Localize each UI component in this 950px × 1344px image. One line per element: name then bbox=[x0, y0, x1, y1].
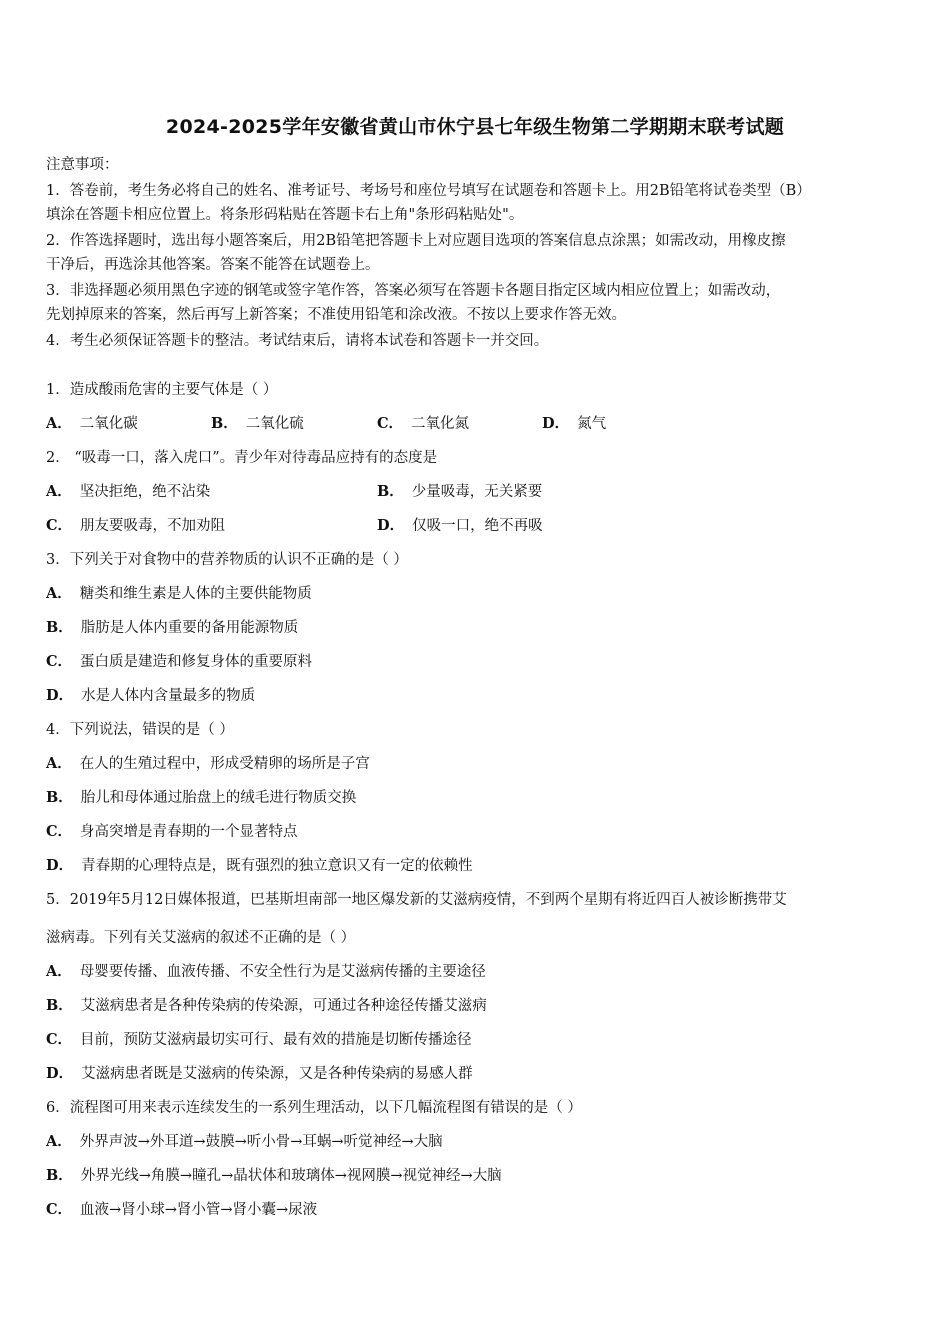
option-text: 在人的生殖过程中，形成受精卵的场所是子宫 bbox=[79, 756, 370, 772]
option-label: A． bbox=[46, 1133, 72, 1150]
option-text: 水是人体内含量最多的物质 bbox=[81, 688, 256, 704]
option-text: 胎儿和母体通过胎盘上的绒毛进行物质交换 bbox=[80, 790, 357, 806]
option-text: 脂肪是人体内重要的备用能源物质 bbox=[80, 620, 299, 636]
option-text: 二氧化氮 bbox=[411, 416, 470, 432]
option-c bbox=[377, 412, 469, 433]
option-text: 二氧化碳 bbox=[79, 416, 138, 432]
option-a bbox=[46, 960, 486, 981]
option-b bbox=[377, 480, 542, 501]
notice-heading: 注意事项： bbox=[46, 157, 119, 173]
question-stem: 5．2019年5月12日媒体报道，巴基斯坦南部一地区爆发新的艾滋病疫情，不到两个星期有将近四百人被诊断携带艾 bbox=[46, 892, 787, 908]
notice-line: 2．作答选择题时，选出每小题答案后，用2B铅笔把答题卡上对应题目选项的答案信息点涂黑；如需改动，用橡皮擦 bbox=[46, 233, 786, 249]
option-label: B． bbox=[46, 619, 73, 636]
question-stem: 4．下列说法，错误的是（ ） bbox=[46, 722, 234, 738]
question-stem: 2． “吸毒一口，落入虎口”。青少年对待毒品应持有的态度是 bbox=[46, 450, 438, 466]
option-a bbox=[46, 480, 210, 501]
option-label: D． bbox=[46, 1065, 74, 1082]
option-text: 坚决拒绝，绝不沾染 bbox=[79, 484, 211, 500]
notice-line: 4．考生必须保证答题卡的整洁。考试结束后，请将本试卷和答题卡一并交回。 bbox=[46, 333, 549, 349]
option-text: 蛋白质是建造和修复身体的重要原料 bbox=[80, 654, 313, 670]
option-label: B． bbox=[211, 415, 238, 432]
option-d bbox=[46, 1062, 473, 1083]
option-label: D． bbox=[377, 517, 405, 534]
notice-line: 1．答卷前，考生务必将自己的姓名、准考证号、考场号和座位号填写在试题卷和答题卡上。用2B铅笔将试卷类型（B） bbox=[46, 183, 811, 199]
option-a bbox=[46, 1130, 443, 1151]
option-c bbox=[46, 1028, 472, 1049]
option-text: 仅吸一口，绝不再吸 bbox=[412, 518, 543, 534]
option-c bbox=[46, 820, 298, 841]
option-label: A． bbox=[46, 483, 72, 500]
option-c bbox=[46, 514, 225, 535]
option-text: 目前，预防艾滋病最切实可行、最有效的措施是切断传播途径 bbox=[80, 1032, 472, 1048]
option-text: 身高突增是青春期的一个显著特点 bbox=[80, 824, 298, 840]
option-b bbox=[46, 994, 487, 1015]
option-label: D． bbox=[46, 687, 74, 704]
option-label: C． bbox=[46, 517, 73, 534]
notice-line: 干净后，再选涂其他答案。答案不能答在试题卷上。 bbox=[46, 257, 380, 273]
option-d bbox=[46, 684, 255, 705]
option-text: 外界声波→外耳道→鼓膜→听小骨→耳蜗→听觉神经→大脑 bbox=[79, 1134, 443, 1150]
notice-line: 填涂在答题卡相应位置上。将条形码粘贴在答题卡右上角"条形码粘贴处"。 bbox=[46, 207, 524, 223]
option-label: A． bbox=[46, 755, 72, 772]
option-d bbox=[542, 412, 606, 433]
option-text: 青春期的心理特点是，既有强烈的独立意识又有一定的依赖性 bbox=[81, 858, 473, 874]
option-label: C． bbox=[46, 1031, 73, 1048]
option-text: 二氧化硫 bbox=[245, 416, 304, 432]
option-label: D． bbox=[46, 857, 74, 874]
option-b bbox=[46, 616, 298, 637]
question-stem: 3．下列关于对食物中的营养物质的认识不正确的是（ ） bbox=[46, 552, 408, 568]
page-title: 2024-2025学年安徽省黄山市休宁县七年级生物第二学期期末联考试题 bbox=[165, 116, 785, 138]
option-label: B． bbox=[46, 1167, 73, 1184]
option-text: 氮气 bbox=[577, 416, 607, 432]
notice-line: 3．非选择题必须用黑色字迹的钢笔或签字笔作答，答案必须写在答题卡各题目指定区域内相应位置上；如需改动， bbox=[46, 283, 781, 299]
option-label: C． bbox=[377, 415, 404, 432]
option-label: A． bbox=[46, 963, 72, 980]
question-stem: 6．流程图可用来表示连续发生的一系列生理活动，以下几幅流程图有错误的是（ ） bbox=[46, 1100, 582, 1116]
option-text: 外界光线→角膜→瞳孔→晶状体和玻璃体→视网膜→视觉神经→大脑 bbox=[80, 1168, 502, 1184]
option-text: 糖类和维生素是人体的主要供能物质 bbox=[79, 586, 312, 602]
option-text: 艾滋病患者既是艾滋病的传染源，又是各种传染病的易感人群 bbox=[81, 1066, 473, 1082]
option-label: A． bbox=[46, 585, 72, 602]
option-b bbox=[46, 1164, 502, 1185]
option-d bbox=[46, 854, 473, 875]
option-label: B． bbox=[46, 997, 73, 1014]
notice-line: 先划掉原来的答案，然后再写上新答案；不准使用铅笔和涂改液。不按以上要求作答无效。 bbox=[46, 307, 626, 323]
option-text: 血液→肾小球→肾小管→肾小囊→尿液 bbox=[80, 1202, 318, 1218]
option-label: B． bbox=[46, 789, 73, 806]
option-a bbox=[46, 582, 312, 603]
option-c bbox=[46, 1198, 317, 1219]
option-d bbox=[377, 514, 543, 535]
option-c bbox=[46, 650, 312, 671]
option-label: A． bbox=[46, 415, 72, 432]
option-text: 艾滋病患者是各种传染病的传染源，可通过各种途径传播艾滋病 bbox=[80, 998, 487, 1014]
option-b bbox=[46, 786, 356, 807]
option-a bbox=[46, 412, 138, 433]
option-text: 母婴要传播、血液传播、不安全性行为是艾滋病传播的主要途径 bbox=[79, 964, 486, 980]
question-stem: 1．造成酸雨危害的主要气体是（ ） bbox=[46, 382, 278, 398]
option-label: B． bbox=[377, 483, 404, 500]
option-label: C． bbox=[46, 823, 73, 840]
question-stem: 滋病毒。下列有关艾滋病的叙述不正确的是（ ） bbox=[46, 930, 356, 946]
option-a bbox=[46, 752, 370, 773]
option-text: 朋友要吸毒，不加劝阻 bbox=[80, 518, 226, 534]
option-label: D． bbox=[542, 415, 570, 432]
option-label: C． bbox=[46, 653, 73, 670]
option-label: C． bbox=[46, 1201, 73, 1218]
option-text: 少量吸毒，无关紧要 bbox=[411, 484, 543, 500]
option-b bbox=[211, 412, 304, 433]
